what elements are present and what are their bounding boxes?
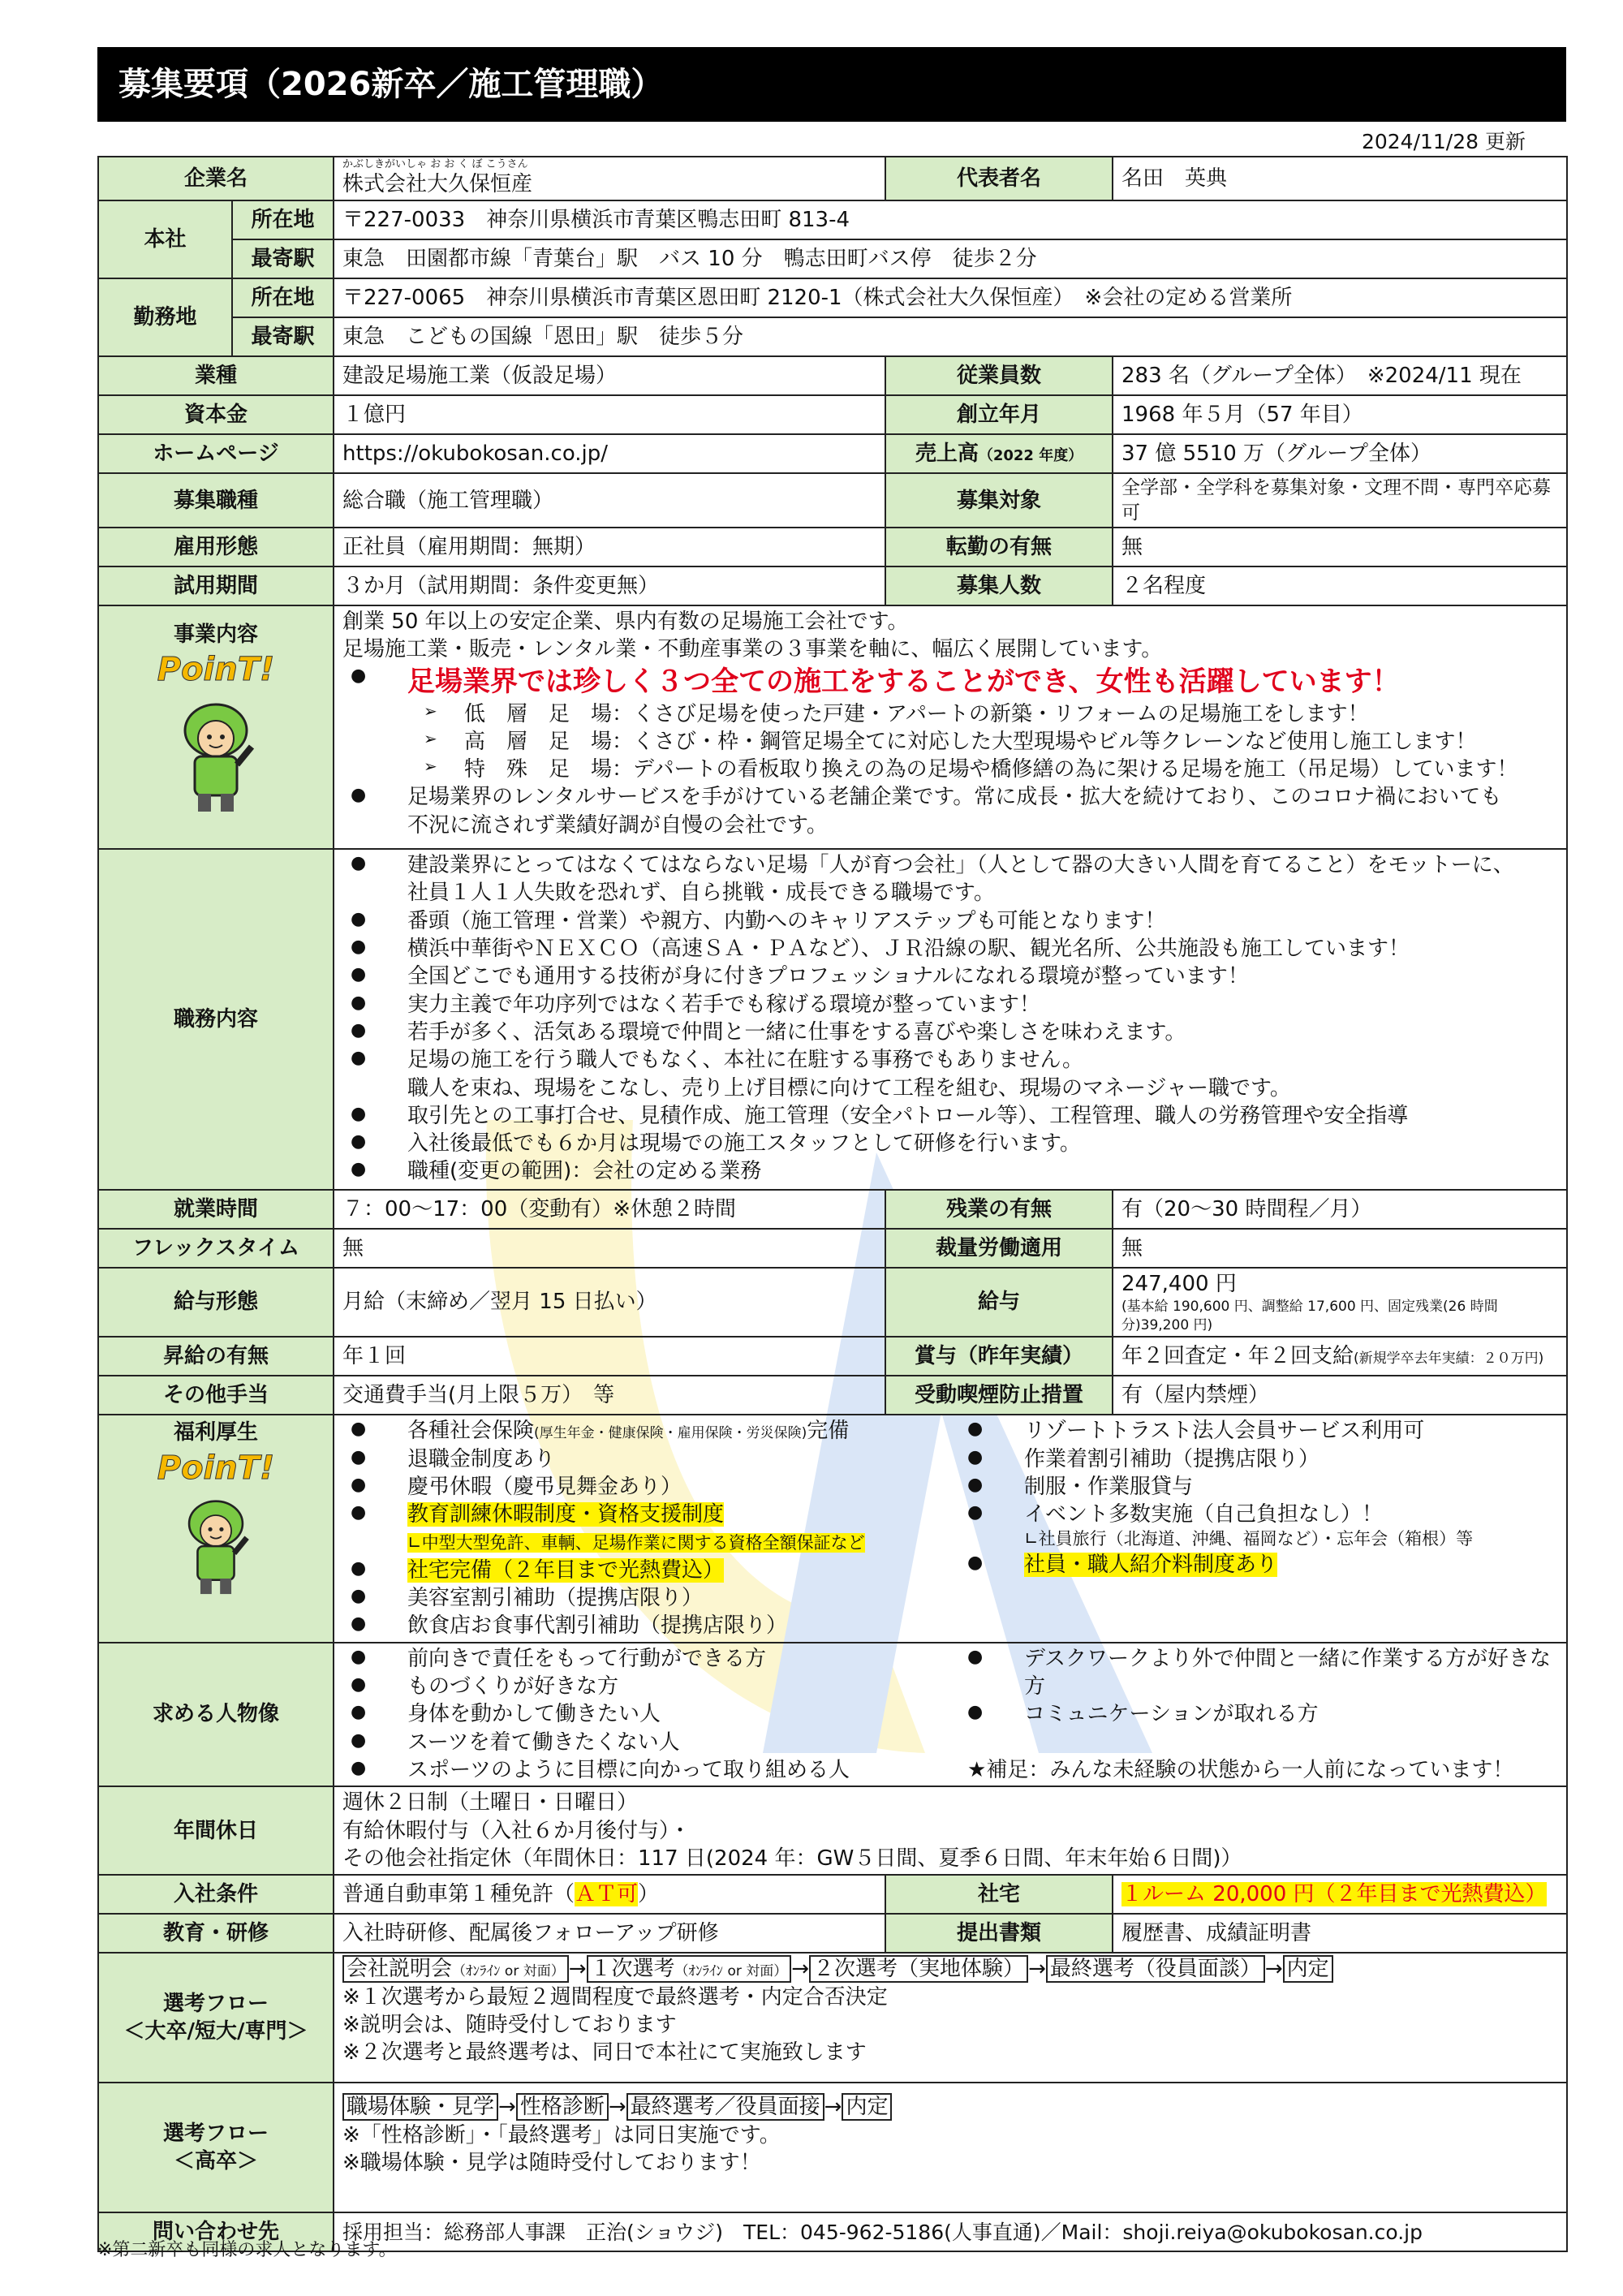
flow-step: 最終選考／役員面接	[626, 2093, 824, 2121]
entry-end: ）	[638, 1882, 660, 1907]
duty-item: ● 建設業界にとってはなくてはならない足場「人が育つ会社」（人として器の大きい人間を育てること）をモットーに、	[342, 851, 1558, 879]
allowance-label: その他手当	[98, 1376, 334, 1415]
work-address: 〒227-0065 神奈川県横浜市青葉区恩田町 2120-1（株式会社大久保恒産） ※会社の定める営業所	[334, 278, 1567, 317]
holidays-label: 年間休日	[98, 1786, 334, 1875]
persona-item: ● スポーツのように目標に向かって取り組める人	[342, 1756, 959, 1784]
homepage-link[interactable]: https://okubokosan.co.jp/	[334, 434, 885, 473]
capital-value: １億円	[334, 395, 885, 434]
bonus-note: (新規学卒去年実績：２０万円)	[1354, 1350, 1544, 1368]
flow-step-sub: （ｵﾝﾗｲﾝ or 対面）	[674, 1963, 788, 1980]
flow-step: 職場体験・見学	[342, 2093, 498, 2121]
probation-value: ３か月（試用期間：条件変更無）	[334, 566, 885, 605]
probation-label: 試用期間	[98, 566, 334, 605]
duty-item: 社員１人１人失敗を恐れず、自ら挑戦・成長できる職場です。	[407, 881, 995, 906]
hq-address-label: 所在地	[232, 200, 334, 239]
flow-step-text: １次選考	[590, 1957, 675, 1982]
raise-label: 昇給の有無	[98, 1337, 334, 1376]
holiday-line: 有給休暇付与（入社６か月後付与）・	[342, 1818, 691, 1843]
welfare-item	[959, 1551, 1473, 1579]
job-type-label: 募集職種	[98, 473, 334, 528]
welfare-training: 教育訓練休暇制度・資格支援制度	[407, 1502, 725, 1527]
duty-item: ● 職種(変更の範囲)：会社の定める業務	[342, 1157, 1558, 1185]
welfare-insurance-end: 完備	[807, 1419, 850, 1444]
persona-content	[334, 1643, 1567, 1787]
page-title: 募集要項（2026新卒／施工管理職）	[97, 47, 1566, 122]
hq-station-label: 最寄駅	[232, 239, 334, 278]
company-housing-value: １ルーム 20,000 円（２年目まで光熱費込）	[1121, 1882, 1547, 1907]
employment-value: 正社員（雇用期間：無期）	[334, 528, 885, 566]
flow-step: 内定	[1283, 1955, 1333, 1983]
flow-note: ※職場体験・見学は随時受付しております！	[342, 2150, 761, 2175]
persona-item: ● コミュニケーションが取れる方	[959, 1700, 1558, 1728]
contact-value[interactable]: 採用担当：総務部人事課 正治(ショウジ) TEL：045-962-5186(人事直通)／Mail：shoji.reiya@okubokosan.co.jp	[334, 2212, 1567, 2251]
persona-label: 求める人物像	[98, 1643, 334, 1787]
flow-step	[342, 1955, 569, 1983]
welfare-item: ● 制服・作業服貸与	[959, 1473, 1473, 1501]
industry-value: 建設足場施工業（仮設足場）	[334, 356, 885, 395]
business-rental: ● 足場業界のレンタルサービスを手がけている老舗企業です。常に成長・拡大を続けており、このコロナ禍においても	[342, 783, 1558, 811]
point-badge: PoinT!	[157, 651, 275, 689]
flow-note: ※２次選考と最終選考は、同日で本社にて実施致します	[342, 2040, 867, 2066]
capital-label: 資本金	[98, 395, 334, 434]
rep-value: 名田 英典	[1113, 157, 1567, 200]
welfare-item	[342, 1501, 959, 1528]
industry-label: 業種	[98, 356, 334, 395]
flow-university-label-cell	[98, 1953, 334, 2083]
company-housing-cell	[1113, 1875, 1567, 1914]
flow-step: 最終選考（役員面談）	[1046, 1955, 1265, 1983]
arrow-right-icon: →	[498, 2095, 516, 2120]
welfare-label-cell	[98, 1415, 334, 1643]
welfare-item	[342, 1417, 959, 1445]
job-type-value: 総合職（施工管理職）	[334, 473, 885, 528]
pay-type-value: 月給（末締め／翌月 15 日払い）	[334, 1268, 885, 1337]
company-ruby: かぶしきがいしゃ お お く ぼ こうさん	[342, 158, 528, 170]
bonus-value: 年２回査定・年２回支給	[1121, 1344, 1354, 1369]
flow-step: ２次選考（実地体験）	[809, 1955, 1028, 1983]
documents-value: 履歴書、成績証明書	[1113, 1914, 1567, 1953]
target-value: 全学部・全学科を募集対象・文理不問・専門卒応募可	[1113, 473, 1567, 528]
salary-breakdown: (基本給 190,600 円、調整給 17,600 円、固定残業(26 時間分)39,200 円)	[1121, 1299, 1498, 1333]
employees-value: 283 名（グループ全体） ※2024/11 現在	[1113, 356, 1567, 395]
bonus-label: 賞与（昨年実績）	[885, 1337, 1113, 1376]
welfare-item: ● 作業着割引補助（提携店限り）	[959, 1445, 1473, 1473]
smoking-value: 有（屋内禁煙）	[1113, 1376, 1567, 1415]
company-name: 株式会社大久保恒産	[342, 172, 533, 196]
welfare-label: 福利厚生	[174, 1420, 259, 1445]
business-label: 事業内容	[174, 622, 259, 648]
welfare-item: ● 慶弔休暇（慶弔見舞金あり）	[342, 1473, 959, 1501]
hours-label: 就業時間	[98, 1190, 334, 1229]
pay-type-label: 給与形態	[98, 1268, 334, 1337]
flow-step-text: 会社説明会	[347, 1957, 453, 1982]
welfare-housing: 社宅完備（２年目まで光熱費込）	[407, 1557, 725, 1583]
work-station-label: 最寄駅	[232, 317, 334, 356]
flow-note: ※１次選考から最短２週間程度で最終選考・内定合否決定	[342, 1984, 888, 2010]
rep-label: 代表者名	[885, 157, 1113, 200]
training-label: 教育・研修	[98, 1914, 334, 1953]
employment-label: 雇用形態	[98, 528, 334, 566]
welfare-content	[334, 1415, 1567, 1643]
point-badge: PoinT!	[157, 1449, 275, 1487]
business-label-cell	[98, 605, 334, 849]
flow-highschool-content	[334, 2083, 1567, 2212]
holiday-line: 週休２日制（土曜日・日曜日）	[342, 1790, 639, 1816]
arrow-right-icon: →	[1028, 1957, 1046, 1982]
duties-content	[334, 849, 1567, 1190]
sales-label-year: （2022 年度）	[978, 447, 1083, 465]
duty-item: ● 取引先との工事打合せ、見積作成、施工管理（安全パトロール等）、工程管理、職人の労務管理や安全指導	[342, 1102, 1558, 1130]
hq-station: 東急 田園都市線「青葉台」駅 バス 10 分 鴨志田町バス停 徒歩２分	[334, 239, 1567, 278]
arrow-right-icon: →	[824, 2095, 842, 2120]
duties-label: 職務内容	[98, 849, 334, 1190]
business-line: 足場施工業・販売・レンタル業・不動産事業の３事業を軸に、幅広く展開しています。	[342, 637, 1163, 662]
homepage-label: ホームページ	[98, 434, 334, 473]
flow-highschool-label-cell	[98, 2083, 334, 2212]
business-highlight: 足場業界では珍しく３つ全ての施工をすることができ、女性も活躍しています！	[407, 665, 1400, 698]
scaffold-special: ➢ 特 殊 足 場：デパートの看板取り換えの為の足場や橋修繕の為に架ける足場を施工（吊足場）しています！	[342, 756, 1558, 783]
smoking-label: 受動喫煙防止措置	[885, 1376, 1113, 1415]
holidays-content	[334, 1786, 1567, 1875]
footnote: ※第二新卒も同様の求人となります。	[97, 2240, 397, 2260]
welfare-item: ● 飲食店お食事代割引補助（提携店限り）	[342, 1612, 959, 1639]
flow-highschool-sub: ＜高卒＞	[174, 2149, 259, 2174]
founded-value: 1968 年５月（57 年目）	[1113, 395, 1567, 434]
flex-value: 無	[334, 1229, 885, 1268]
hq-label: 本社	[98, 200, 232, 278]
mascot-icon	[171, 1494, 260, 1600]
duty-item: ● 若手が多く、活気ある環境で仲間と一緒に仕事をする喜びや楽しさを味わえます。	[342, 1019, 1558, 1046]
persona-item: ● ものづくりが好きな方	[342, 1673, 959, 1700]
flow-university-label: 選考フロー	[163, 1991, 269, 2016]
flow-note: ※説明会は、随時受付しております	[342, 2012, 677, 2037]
flow-university-content	[334, 1953, 1567, 2083]
flow-step: 性格診断	[516, 2093, 609, 2121]
duty-item: ● 全国どこでも通用する技術が身に付きプロフェッショナルになれる環境が整っています！	[342, 963, 1558, 990]
welfare-item: ● リゾートトラスト法人会員サービス利用可	[959, 1417, 1473, 1445]
persona-item: ● 前向きで責任をもって行動ができる方	[342, 1645, 959, 1673]
hours-value: ７：00～17：00（変動有）※休憩２時間	[334, 1190, 885, 1229]
founded-label: 創立年月	[885, 395, 1113, 434]
sales-label-text: 売上高	[915, 442, 979, 467]
arrow-right-icon: →	[791, 1957, 810, 1982]
scaffold-low: ➢ 低 層 足 場：くさび足場を使った戸建・アパートの新築・リフォームの足場施工をします！	[342, 700, 1558, 728]
company-label: 企業名	[98, 157, 334, 200]
work-address-label: 所在地	[232, 278, 334, 317]
sales-label	[885, 434, 1113, 473]
company-housing-label: 社宅	[885, 1875, 1113, 1914]
welfare-item: ● 美容室割引補助（提携店限り）	[342, 1584, 959, 1612]
arrow-right-icon: →	[1264, 1957, 1283, 1982]
welfare-training-sub: ∟中型大型免許、車輌、足場作業に関する資格全額保証など	[407, 1533, 865, 1553]
duty-item: ● 入社後最低でも６か月は現場での施工スタッフとして研修を行います。	[342, 1130, 1558, 1157]
holiday-line: その他会社指定休（年間休日：117 日(2024 年：GW５日間、夏季６日間、年末年始６日間)）	[342, 1846, 1242, 1871]
headcount-value: ２名程度	[1113, 566, 1567, 605]
entry-value: 普通自動車第１種免許（	[342, 1882, 575, 1907]
company-name-cell	[334, 157, 885, 200]
arrow-right-icon: →	[568, 1957, 587, 1982]
duty-item: ● 実力主義で年功序列ではなく若手でも稼げる環境が整っています！	[342, 991, 1558, 1019]
duty-item: ● 横浜中華街やＮＥＸＣＯ（高速ＳＡ・ＰＡなど）、ＪＲ沿線の駅、観光名所、公共施設も施工しています！	[342, 935, 1558, 963]
work-station: 東急 こどもの国線「恩田」駅 徒歩５分	[334, 317, 1567, 356]
flow-highschool-steps	[342, 2093, 1558, 2121]
salary-label: 給与	[885, 1268, 1113, 1337]
overtime-value: 有（20～30 時間程／月）	[1113, 1190, 1567, 1229]
discretion-label: 裁量労働適用	[885, 1229, 1113, 1268]
entry-at: ＡＴ可	[575, 1882, 639, 1907]
entry-cell	[334, 1875, 885, 1914]
scaffold-high: ➢ 高 層 足 場：くさび・枠・鋼管足場全てに対応した大型現場やビル等クレーンなど使用し施工します！	[342, 728, 1558, 756]
welfare-item: ● イベント多数実施（自己負担なし）！	[959, 1501, 1473, 1528]
allowance-value: 交通費手当(月上限５万） 等	[334, 1376, 885, 1415]
duty-item: 職人を束ね、現場をこなし、売り上げ目標に向けて工程を組む、現場のマネージャー職です。	[407, 1075, 1291, 1101]
persona-note: ★補足：みんな未経験の状態から一人前になっています！	[967, 1757, 1514, 1782]
flow-highschool-label: 選考フロー	[163, 2121, 269, 2146]
flex-label: フレックスタイム	[98, 1229, 334, 1268]
flow-step	[587, 1955, 792, 1983]
documents-label: 提出書類	[885, 1914, 1113, 1953]
overtime-label: 残業の有無	[885, 1190, 1113, 1229]
hq-address: 〒227-0033 神奈川県横浜市青葉区鴨志田町 813-4	[334, 200, 1567, 239]
duty-item: ● 番頭（施工管理・営業）や親方、内勤へのキャリアステップも可能となります！	[342, 907, 1558, 935]
headcount-label: 募集人数	[885, 566, 1113, 605]
welfare-insurance: 各種社会保険	[407, 1419, 535, 1444]
flow-step-sub: （ｵﾝﾗｲﾝ or 対面）	[452, 1963, 565, 1980]
work-label: 勤務地	[98, 278, 232, 356]
welfare-item: ● 退職金制度あり	[342, 1445, 959, 1473]
persona-item: ● スーツを着て働きたくない人	[342, 1729, 959, 1756]
discretion-value: 無	[1113, 1229, 1567, 1268]
transfer-label: 転勤の有無	[885, 528, 1113, 566]
target-label: 募集対象	[885, 473, 1113, 528]
training-value: 入社時研修、配属後フォローアップ研修	[334, 1914, 885, 1953]
business-rental-cont: 不況に流されず業績好調が自慢の会社です。	[407, 812, 828, 838]
sales-value: 37 億 5510 万（グループ全体）	[1113, 434, 1567, 473]
welfare-item	[342, 1528, 959, 1556]
flow-step: 内定	[842, 2093, 892, 2121]
welfare-insurance-detail: (厚生年金・健康保険・雇用保険・労災保険)	[534, 1425, 807, 1442]
employees-label: 従業員数	[885, 356, 1113, 395]
business-content	[334, 605, 1567, 849]
updated-date: 2024/11/28 更新	[1361, 130, 1526, 153]
flow-university-steps	[342, 1955, 1558, 1983]
mascot-icon	[167, 696, 265, 818]
persona-item: ● デスクワークより外で仲間と一緒に作業する方が好きな方	[959, 1645, 1558, 1701]
entry-label: 入社条件	[98, 1875, 334, 1914]
salary-cell	[1113, 1268, 1567, 1337]
welfare-referral: 社員・職人紹介料制度あり	[1024, 1553, 1278, 1578]
flow-note: ※「性格診断」・「最終選考」は同日実施です。	[342, 2122, 781, 2147]
contact-label: 問い合わせ先	[98, 2212, 334, 2251]
flow-university-sub: ＜大卒/短大/専門＞	[123, 2019, 308, 2044]
duty-item: ● 足場の施工を行う職人でもなく、本社に在駐する事務でもありません。	[342, 1046, 1558, 1074]
persona-item: ● 身体を動かして働きたい人	[342, 1700, 959, 1728]
welfare-item	[342, 1557, 959, 1584]
bonus-cell	[1113, 1337, 1567, 1376]
business-line: 創業 50 年以上の安定企業、県内有数の足場施工会社です。	[342, 610, 909, 635]
transfer-value: 無	[1113, 528, 1567, 566]
welfare-item: ∟社員旅行（北海道、沖縄、福岡など）・忘年会（箱根）等	[1024, 1529, 1474, 1549]
recruitment-table	[97, 156, 1568, 2252]
arrow-right-icon: →	[608, 2095, 626, 2120]
raise-value: 年１回	[334, 1337, 885, 1376]
salary-value: 247,400 円	[1121, 1272, 1237, 1297]
